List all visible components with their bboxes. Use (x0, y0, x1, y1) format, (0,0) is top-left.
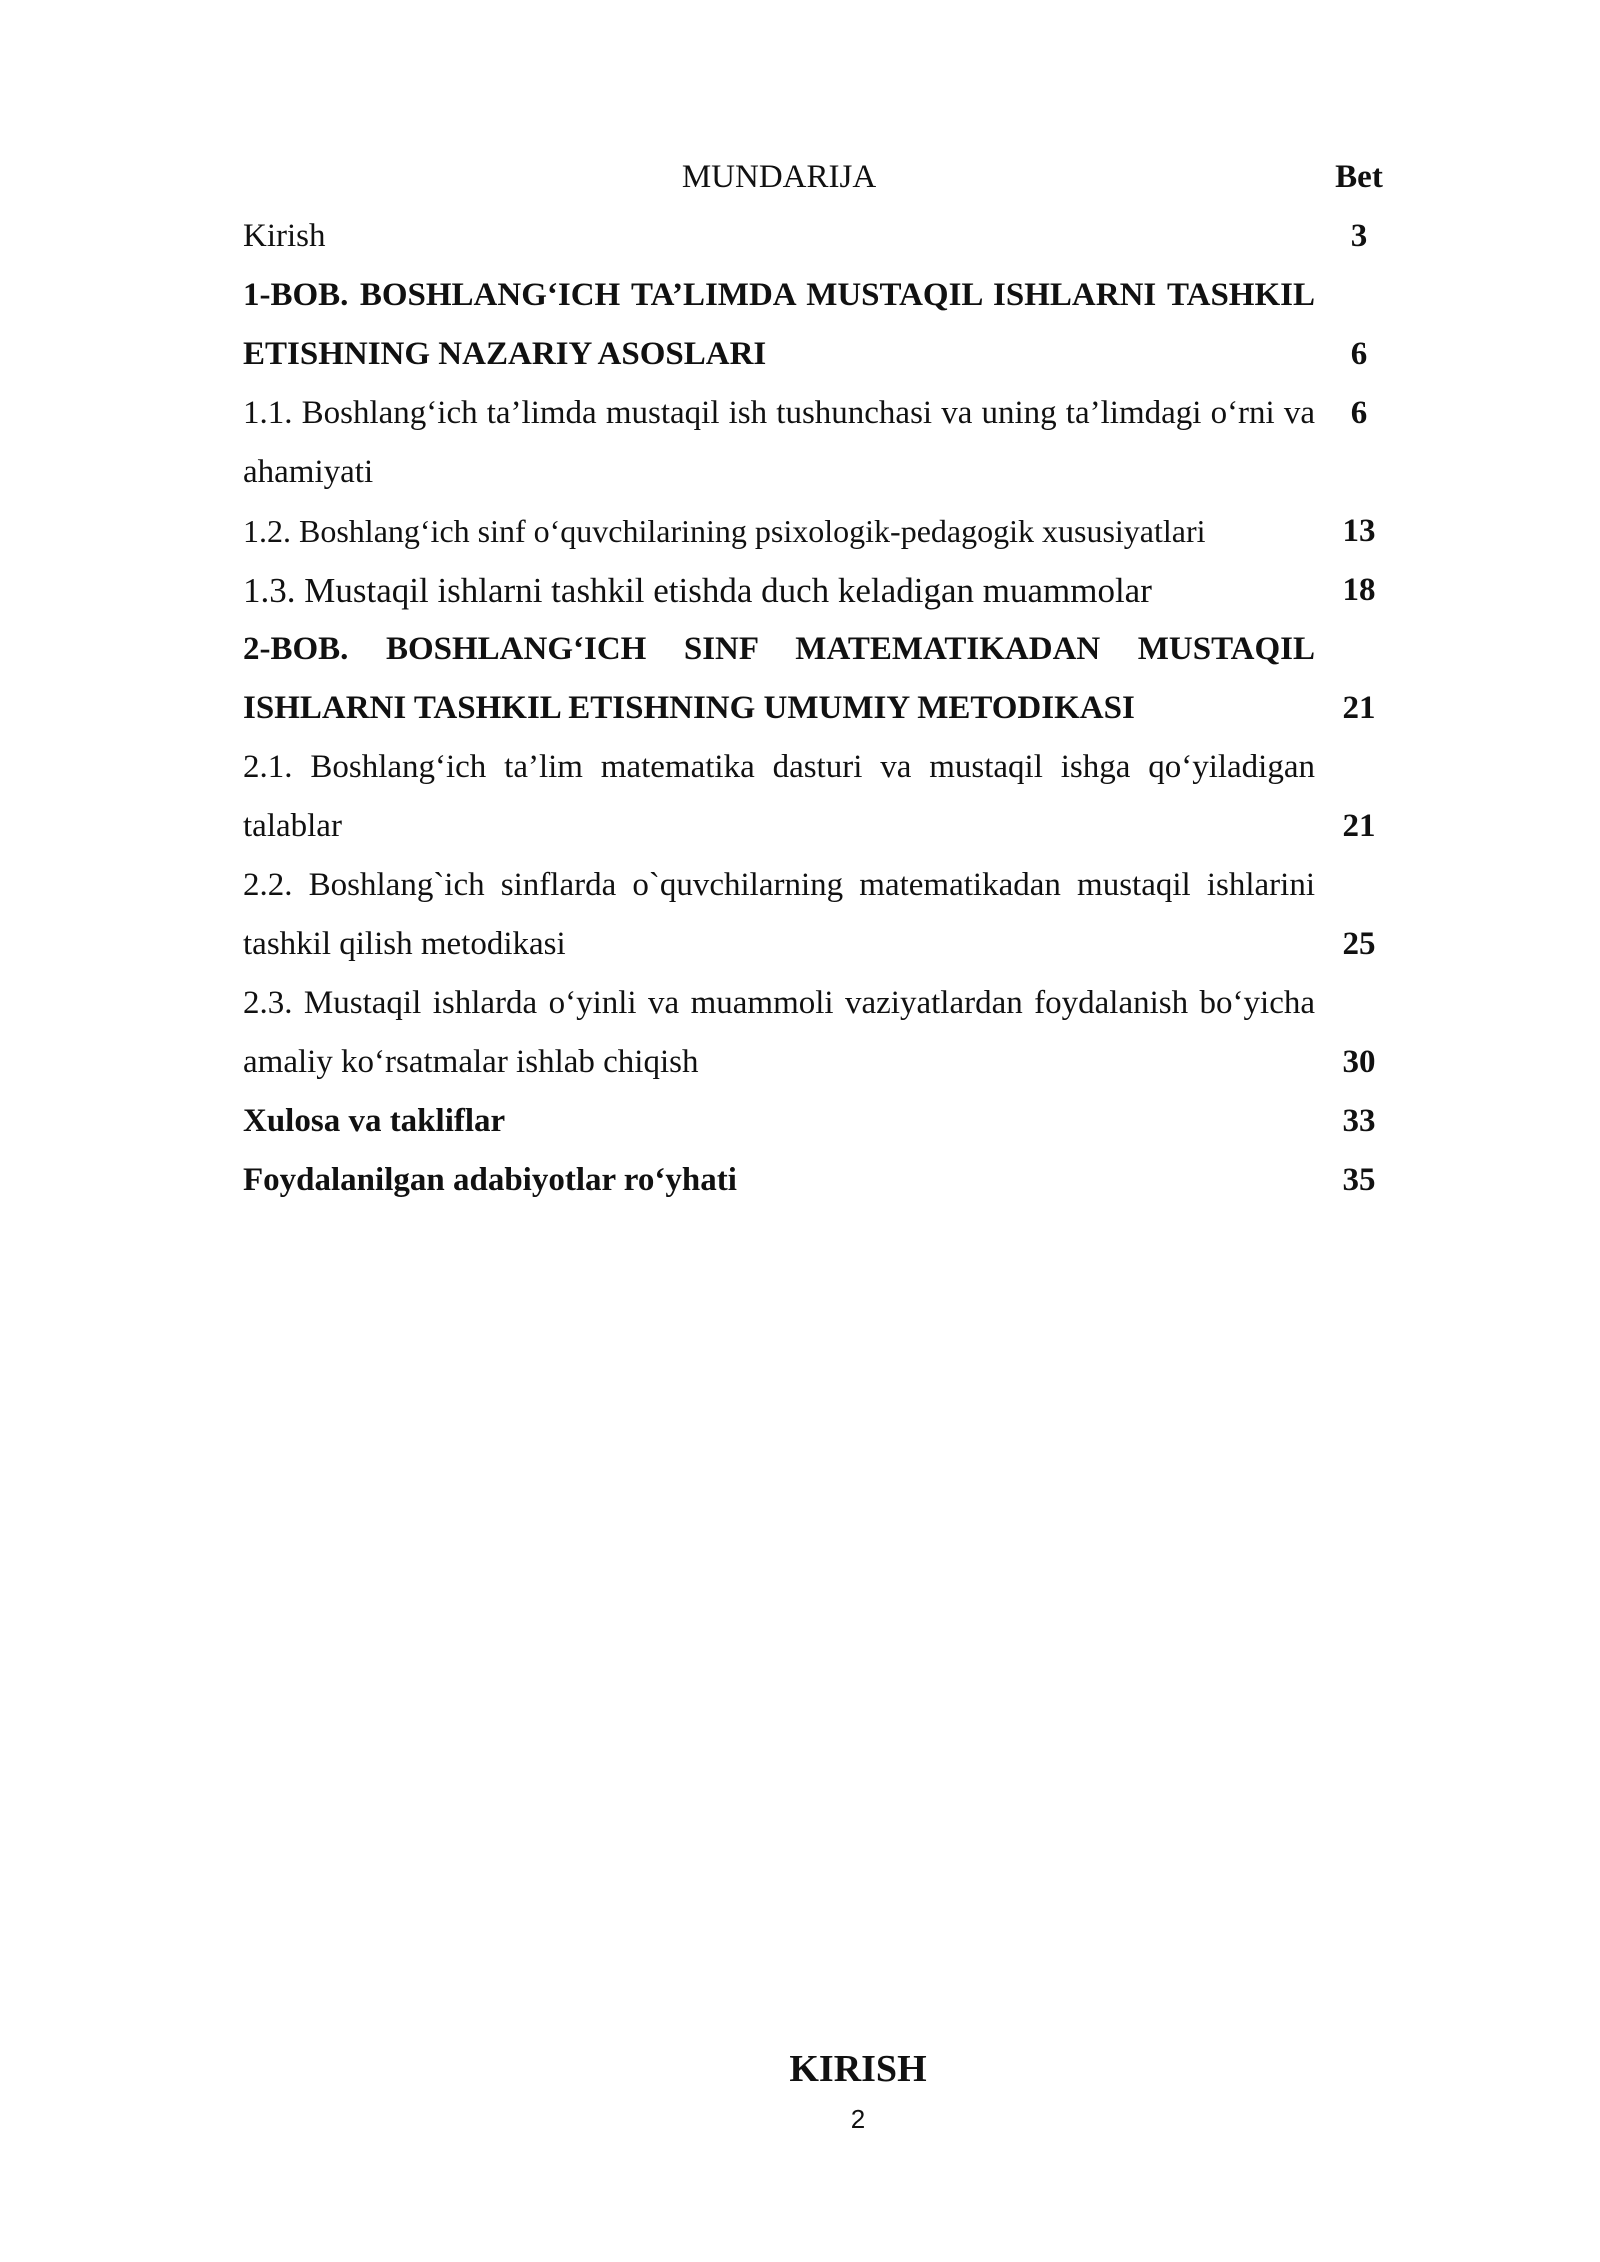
toc-entry-text: Kirish (243, 218, 326, 254)
toc-entry-page: 6 (1350, 336, 1368, 372)
toc-entry-text: Xulosa va takliflar (243, 1103, 506, 1139)
table-of-contents (243, 148, 1403, 1210)
toc-entry-2-2 (243, 856, 1403, 974)
toc-entry-text: 2.3. Mustaqil ishlarda o‘yinli va muammoli vaziyatlardan foydalanish bo‘yicha amaliy ko‘rsatmalar ishlab chiqish (243, 985, 1315, 1080)
toc-entry-page: 13 (1342, 513, 1376, 549)
toc-entry-page: 25 (1342, 926, 1376, 962)
toc-entry-text: 1.2. Boshlang‘ich sinf o‘quvchilarining psixologik-pedagogik xususiyatlari (243, 513, 1206, 549)
toc-page-column-header: Bet (1335, 159, 1383, 195)
toc-title: MUNDARIJA (681, 159, 877, 195)
toc-entry-text: Foydalanilgan adabiyotlar ro‘yhati (243, 1162, 737, 1198)
toc-header-row (243, 148, 1403, 207)
toc-entry-page: 3 (1350, 218, 1368, 254)
toc-entry-page: 6 (1350, 395, 1368, 431)
toc-entry-text: 2-BOB. BOSHLANG‘ICH SINF MATEMATIKADAN MUSTAQIL ISHLARNI TASHKIL ETISHNING UMUMIY METODIKASI (243, 631, 1315, 726)
toc-entry-chapter-1 (243, 266, 1403, 384)
toc-entry-page: 33 (1342, 1103, 1376, 1139)
toc-entry-1-2 (243, 502, 1403, 561)
toc-entry-chapter-2 (243, 620, 1403, 738)
toc-entry-page: 21 (1342, 690, 1376, 726)
toc-entry-text: 1.1. Boshlang‘ich ta’limda mustaqil ish tushunchasi va uning ta’limdagi o‘rni va ahamiyati (243, 395, 1315, 490)
toc-entry-text: 1.3. Mustaqil ishlarni tashkil etishda duch keladigan muammolar (243, 571, 1152, 610)
toc-entry-page: 35 (1342, 1162, 1376, 1198)
toc-entry-1-1 (243, 384, 1403, 502)
toc-entry-1-3 (243, 561, 1403, 620)
toc-entry-text: 2.1. Boshlang‘ich ta’lim matematika dasturi va mustaqil ishga qo‘yiladigan talablar (243, 749, 1315, 844)
toc-entry-text: 2.2. Boshlang`ich sinflarda o`quvchilarning matematikadan mustaqil ishlarini tashkil qilish metodikasi (243, 867, 1315, 962)
toc-entry-2-1 (243, 738, 1403, 856)
toc-entry-page: 18 (1342, 572, 1376, 608)
toc-entry-page: 30 (1342, 1044, 1376, 1080)
section-heading: KIRISH (789, 2048, 927, 2090)
toc-entry-kirish (243, 207, 1403, 266)
page-number: 2 (850, 2104, 866, 2134)
toc-entry-references (243, 1151, 1403, 1210)
toc-entry-conclusion (243, 1092, 1403, 1151)
toc-entry-text: 1-BOB. BOSHLANG‘ICH TA’LIMDA MUSTAQIL ISHLARNI TASHKIL ETISHNING NAZARIY ASOSLARI (243, 277, 1315, 372)
toc-entry-2-3 (243, 974, 1403, 1092)
toc-entry-page: 21 (1342, 808, 1376, 844)
